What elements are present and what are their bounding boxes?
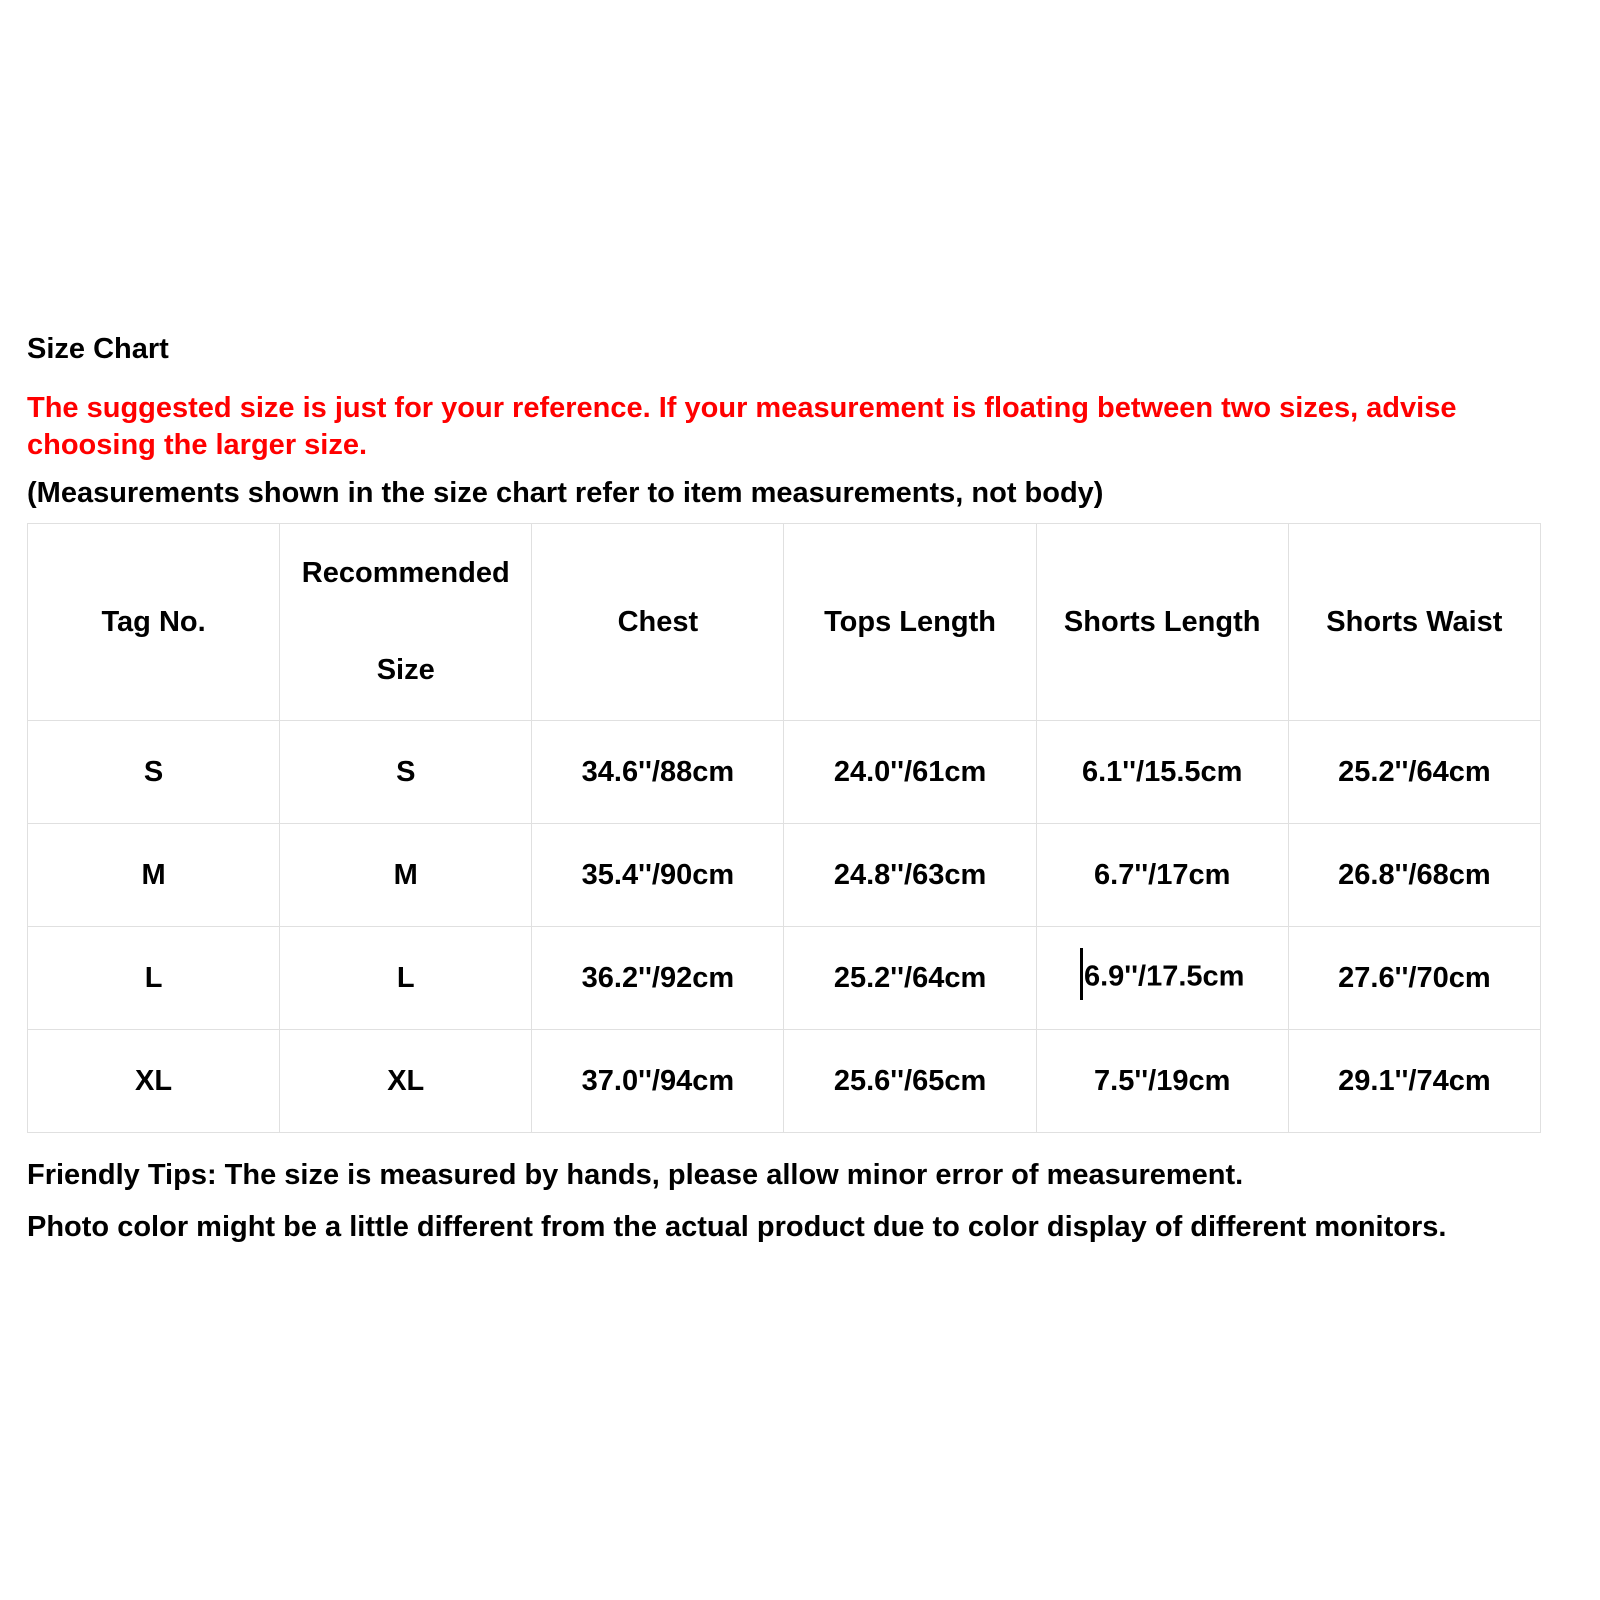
column-header-shorts-length: Shorts Length bbox=[1036, 524, 1288, 721]
cell-m-shorts-length: 6.7''/17cm bbox=[1036, 824, 1288, 927]
cell-s-recommended: S bbox=[280, 721, 532, 824]
header-row bbox=[28, 524, 1541, 721]
cell-l-shorts-length bbox=[1036, 927, 1288, 1030]
notice-line-1: The suggested size is just for your reference. If your measurement is floating between two sizes, advise bbox=[27, 392, 1457, 424]
cell-m-shorts-waist: 26.8''/68cm bbox=[1288, 824, 1540, 927]
tips-line-1: Friendly Tips: The size is measured by hands, please allow minor error of measurement. bbox=[27, 1159, 1244, 1191]
cell-l-shorts-waist: 27.6''/70cm bbox=[1288, 927, 1540, 1030]
cell-s-tag: S bbox=[28, 721, 280, 824]
friendly-tips bbox=[27, 1149, 1600, 1253]
tips-line-2: Photo color might be a little different from the actual product due to color display of different monitors. bbox=[27, 1211, 1447, 1243]
size-chart-table bbox=[27, 523, 1541, 1133]
cell-l-recommended: L bbox=[280, 927, 532, 1030]
cell-s-shorts-waist: 25.2''/64cm bbox=[1288, 721, 1540, 824]
column-header-tag-no: Tag No. bbox=[28, 524, 280, 721]
table-row-m bbox=[28, 824, 1541, 927]
measurement-note: (Measurements shown in the size chart refer to item measurements, not body) bbox=[27, 477, 1104, 509]
table-row-l bbox=[28, 927, 1541, 1030]
page-title: Size Chart bbox=[27, 333, 169, 365]
cell-xl-recommended: XL bbox=[280, 1030, 532, 1133]
cell-s-chest: 34.6''/88cm bbox=[532, 721, 784, 824]
cell-xl-tops-length: 25.6''/65cm bbox=[784, 1030, 1036, 1133]
column-header-chest: Chest bbox=[532, 524, 784, 721]
column-header-shorts-waist: Shorts Waist bbox=[1288, 524, 1540, 721]
cell-l-chest: 36.2''/92cm bbox=[532, 927, 784, 1030]
cell-l-tag: L bbox=[28, 927, 280, 1030]
cell-xl-chest: 37.0''/94cm bbox=[532, 1030, 784, 1133]
size-notice bbox=[27, 390, 1600, 464]
column-header-tops-length: Tops Length bbox=[784, 524, 1036, 721]
notice-line-2: choosing the larger size. bbox=[27, 429, 368, 461]
cell-m-recommended: M bbox=[280, 824, 532, 927]
cell-l-tops-length: 25.2''/64cm bbox=[784, 927, 1036, 1030]
table-row-s bbox=[28, 721, 1541, 824]
cell-xl-tag: XL bbox=[28, 1030, 280, 1133]
column-header-recommended-size: Recommended Size bbox=[280, 524, 532, 721]
cell-s-tops-length: 24.0''/61cm bbox=[784, 721, 1036, 824]
cell-m-tag: M bbox=[28, 824, 280, 927]
cell-xl-shorts-waist: 29.1''/74cm bbox=[1288, 1030, 1540, 1133]
table-row-xl bbox=[28, 1030, 1541, 1133]
cell-l-shorts-length-text: 6.9''/17.5cm bbox=[1083, 960, 1245, 993]
cell-xl-shorts-length: 7.5''/19cm bbox=[1036, 1030, 1288, 1133]
text-cursor-icon bbox=[1080, 948, 1083, 1000]
cell-m-tops-length: 24.8''/63cm bbox=[784, 824, 1036, 927]
cell-s-shorts-length: 6.1''/15.5cm bbox=[1036, 721, 1288, 824]
cell-m-chest: 35.4''/90cm bbox=[532, 824, 784, 927]
